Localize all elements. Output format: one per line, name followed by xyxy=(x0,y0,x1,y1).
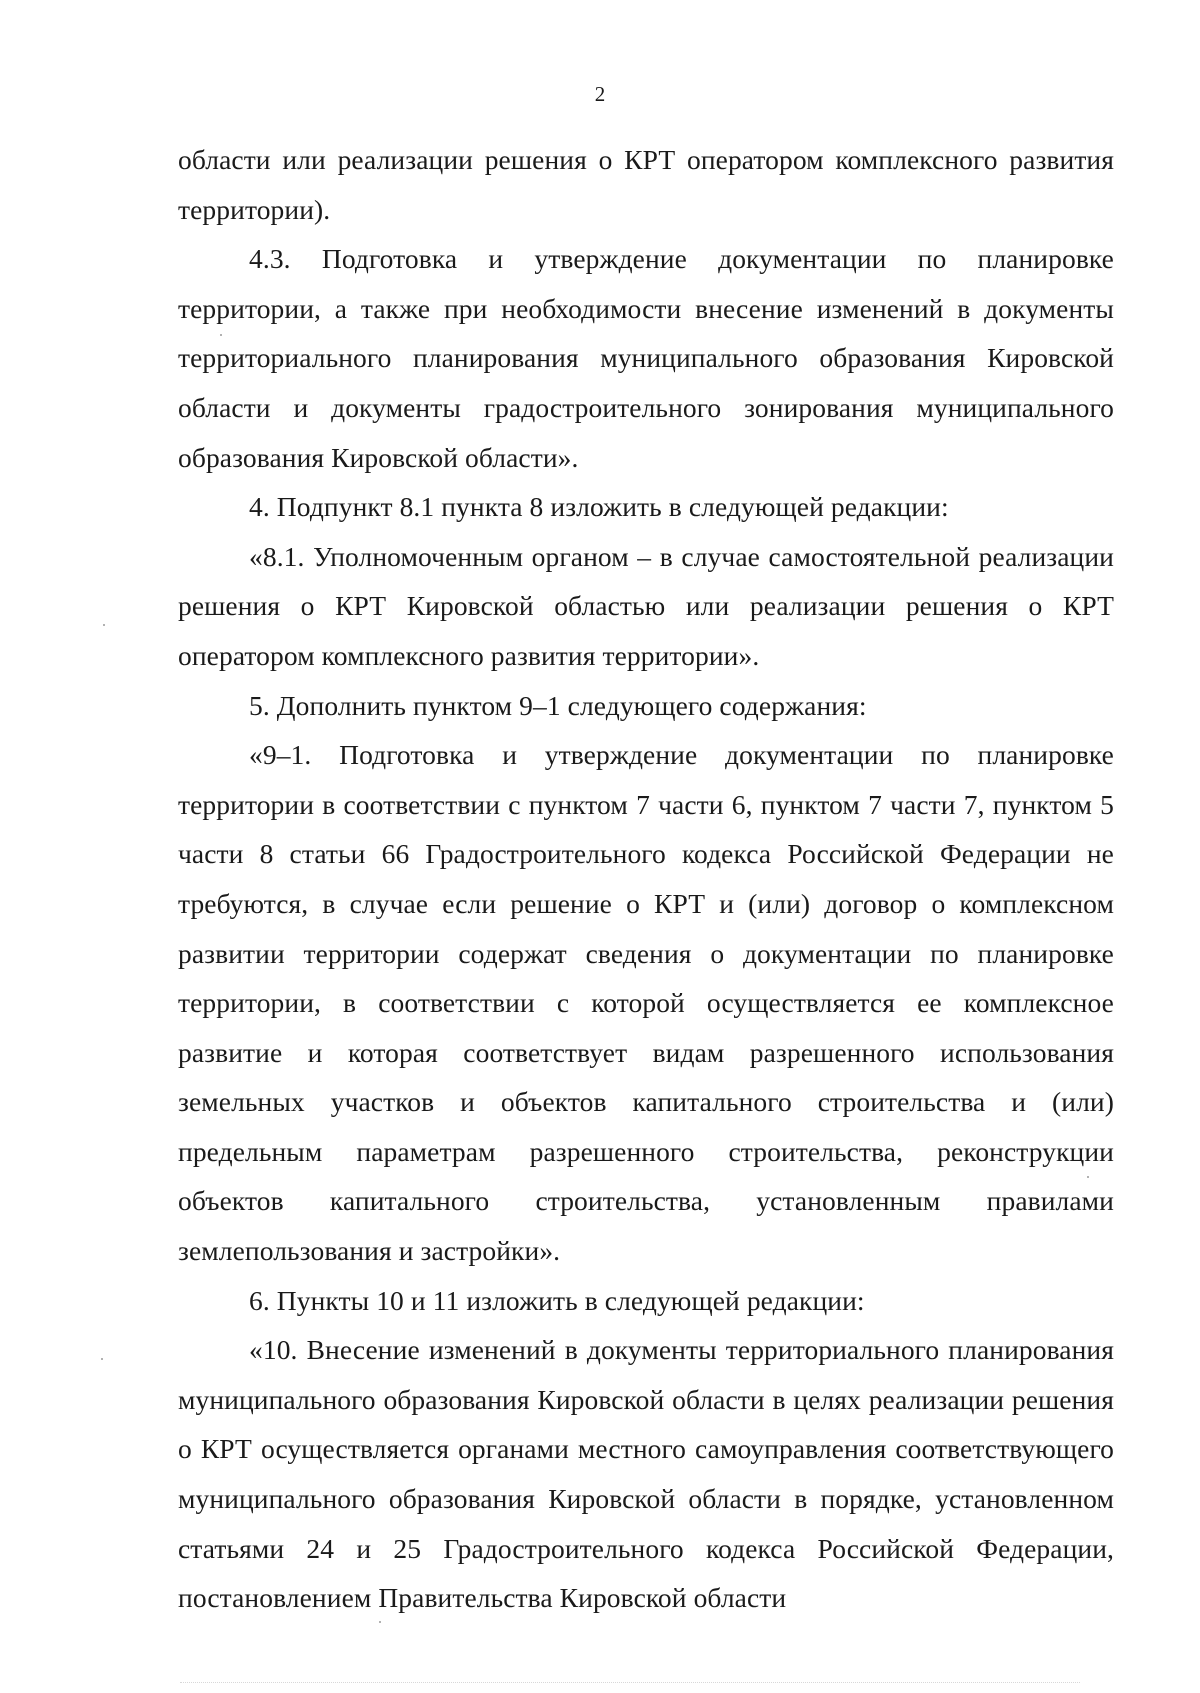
page-number: 2 xyxy=(594,82,606,106)
scan-noise-line xyxy=(180,1682,1080,1684)
scan-speck xyxy=(1087,1176,1089,1178)
paragraph-item-6: 6. Пункты 10 и 11 изложить в следующей редакции: xyxy=(249,1284,865,1316)
scan-speck xyxy=(103,624,105,626)
paragraph-continuation: области или реализации решения о КРТ оператором комплексного развития территории). xyxy=(178,144,1114,225)
scan-speck xyxy=(101,1358,103,1360)
scan-speck xyxy=(220,334,222,336)
paragraph-item-8-1: «8.1. Уполномоченным органом – в случае самостоятельной реализации решения о КРТ Кировской областью или реализации решения о КРТ оператором комплексного развития территории». xyxy=(178,540,1114,671)
paragraph-item-4-3: 4.3. Подготовка и утверждение документации по планировке территории, а также при необходимости внесение изменений в документы территориального планирования муниципального образования Кировской области и документы градостроительного зонирования муниципального образования Кировской области». xyxy=(178,243,1114,473)
scan-speck xyxy=(379,1621,381,1623)
paragraph-item-4: 4. Подпункт 8.1 пункта 8 изложить в следующей редакции: xyxy=(249,491,949,523)
paragraph-item-9-1: «9–1. Подготовка и утверждение документации по планировке территории в соответствии с пунктом 7 части 6, пунктом 7 части 7, пунктом 5 части 8 статьи 66 Градостроительного кодекса Российской Федерации не требуются, в случае если решение о КРТ и (или) договор о комплексном развитии территории содержат сведения о документации по планировке территории, в соответствии с которой осуществляется ее комплексное развитие и которая соответствует видам разрешенного использования земельных участков и объектов капитального строительства и (или) предельным параметрам разрешенного строительства, реконструкции объектов капитального строительства, установленным правилами землепользования и застройки». xyxy=(178,739,1114,1267)
document-body xyxy=(178,135,1114,1623)
paragraph-item-10: «10. Внесение изменений в документы территориального планирования муниципального образования Кировской области в целях реализации решения о КРТ осуществляется органами местного самоуправления соответствующего муниципального образования Кировской области в порядке, установленном статьями 24 и 25 Градостроительного кодекса Российской Федерации, постановлением Правительства Кировской области xyxy=(178,1334,1114,1614)
paragraph-item-5: 5. Дополнить пунктом 9–1 следующего содержания: xyxy=(249,689,867,721)
